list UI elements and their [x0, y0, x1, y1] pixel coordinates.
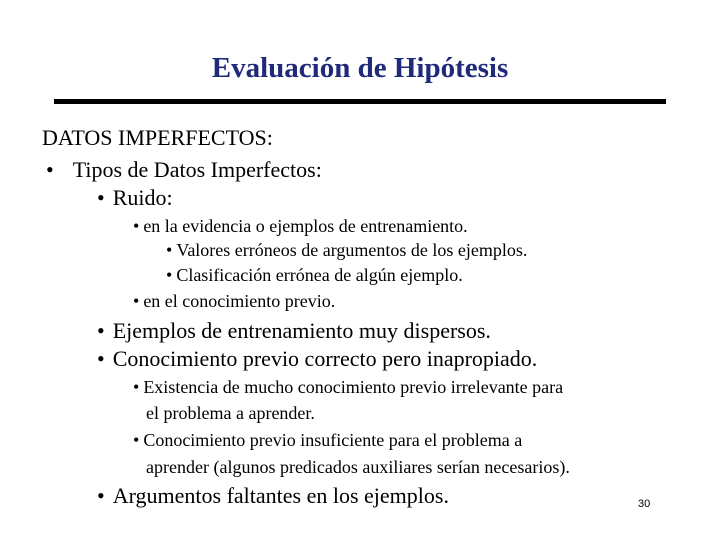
list-item	[133, 378, 563, 396]
list-item	[97, 348, 537, 370]
title-divider	[54, 99, 666, 104]
bullet: •	[133, 377, 140, 397]
item-text: Ruido:	[112, 185, 173, 210]
item-text: Clasificación errónea de algún ejemplo.	[176, 265, 463, 285]
slide-title: Evaluación de Hipótesis	[211, 52, 509, 84]
item-text: en la evidencia o ejemplos de entrenamiento.	[143, 216, 468, 236]
list-item	[133, 292, 335, 310]
item-text: Ejemplos de entrenamiento muy dispersos.	[112, 318, 491, 343]
bullet: •	[97, 318, 105, 343]
list-item	[97, 187, 173, 209]
bullet: •	[166, 240, 173, 260]
list-item	[97, 485, 449, 507]
bullet: •	[97, 185, 105, 210]
bullet: •	[133, 291, 140, 311]
item-text: Conocimiento previo correcto pero inapropiado.	[112, 346, 538, 371]
bullet: •	[133, 216, 140, 236]
item-text: Valores erróneos de argumentos de los ejemplos.	[176, 240, 528, 260]
list-item	[166, 241, 527, 259]
bullet: •	[97, 483, 105, 508]
item-text: Conocimiento previo insuficiente para el problema a	[143, 430, 523, 450]
list-item	[46, 159, 322, 181]
list-item-continuation: el problema a aprender.	[146, 403, 315, 423]
bullet: •	[46, 157, 54, 182]
item-text: Argumentos faltantes en los ejemplos.	[112, 483, 449, 508]
page-number: 30	[638, 498, 651, 510]
list-item-continuation: aprender (algunos predicados auxiliares serían necesarios).	[146, 457, 570, 477]
item-text: Tipos de Datos Imperfectos:	[72, 157, 322, 182]
bullet: •	[133, 430, 140, 450]
list-item	[133, 217, 468, 235]
list-item	[166, 266, 463, 284]
section-heading: DATOS IMPERFECTOS:	[42, 125, 273, 150]
item-text: en el conocimiento previo.	[143, 291, 336, 311]
list-item	[97, 320, 491, 342]
list-item	[133, 431, 522, 449]
item-text: Existencia de mucho conocimiento previo irrelevante para	[143, 377, 564, 397]
bullet: •	[97, 346, 105, 371]
bullet: •	[166, 265, 173, 285]
